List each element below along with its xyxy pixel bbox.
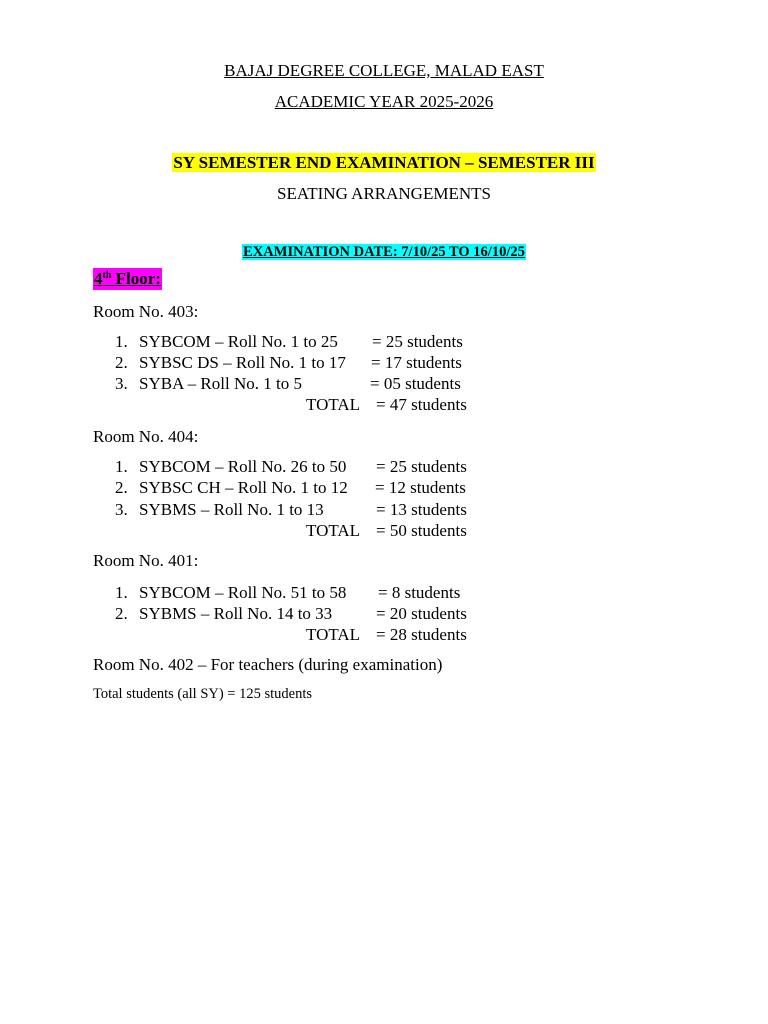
exam-date: EXAMINATION DATE: 7/10/25 TO 16/10/25 — [243, 244, 525, 260]
room-403-heading: Room No. 403: — [93, 302, 199, 321]
list-item: 2. SYBMS – Roll No. 14 to 33 = 20 students — [115, 604, 467, 623]
academic-year: ACADEMIC YEAR 2025-2026 — [274, 92, 494, 111]
room-401-heading: Room No. 401: — [93, 551, 199, 570]
room-402-note: Room No. 402 – For teachers (during examination) — [93, 655, 443, 674]
room-total: TOTAL = 28 students — [306, 625, 467, 644]
room-404-heading: Room No. 404: — [93, 427, 199, 446]
list-item: 2. SYBSC CH – Roll No. 1 to 12 = 12 students — [115, 478, 466, 497]
list-item: 3. SYBA – Roll No. 1 to 5 = 05 students — [115, 374, 461, 393]
seating-subtitle: SEATING ARRANGEMENTS — [277, 184, 491, 203]
college-name: BAJAJ DEGREE COLLEGE, MALAD EAST — [224, 61, 544, 80]
list-item: 1. SYBCOM – Roll No. 1 to 25 = 25 students — [115, 332, 463, 351]
room-total: TOTAL = 50 students — [306, 521, 467, 540]
list-item: 1. SYBCOM – Roll No. 26 to 50 = 25 students — [115, 457, 467, 476]
exam-title: SY SEMESTER END EXAMINATION – SEMESTER III — [173, 153, 595, 172]
floor-heading: 4th Floor: — [94, 269, 161, 288]
list-item: 2. SYBSC DS – Roll No. 1 to 17 = 17 students — [115, 353, 462, 372]
total-students-note: Total students (all SY) = 125 students — [93, 686, 313, 702]
room-total: TOTAL = 47 students — [306, 395, 467, 414]
list-item: 3. SYBMS – Roll No. 1 to 13 = 13 students — [115, 500, 467, 519]
list-item: 1. SYBCOM – Roll No. 51 to 58 = 8 students — [115, 583, 461, 602]
